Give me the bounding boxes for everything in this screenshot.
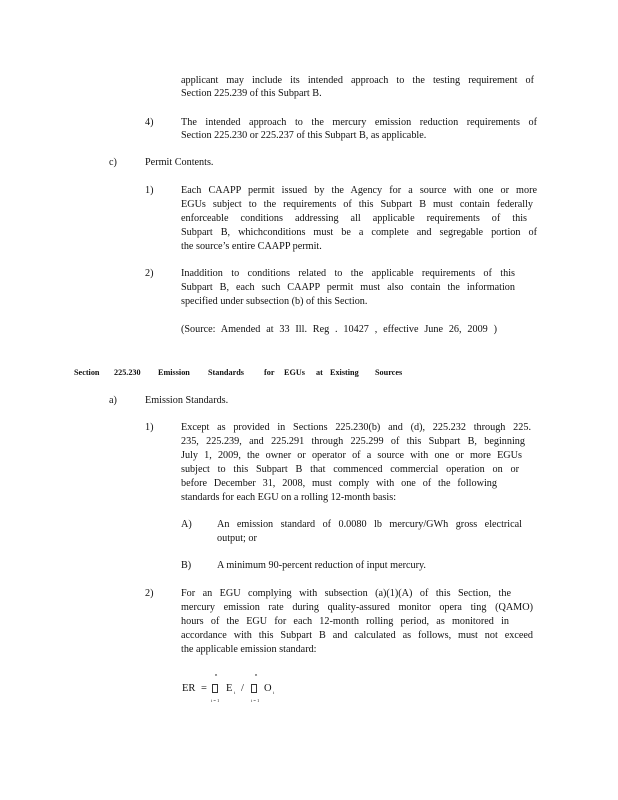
heading-word: Sources xyxy=(375,368,403,377)
heading-word: for xyxy=(264,368,275,377)
eq-lhs: ER xyxy=(182,683,196,694)
item-c1-line-4: Subpart B, whichconditions must be a complete and segregable portion of xyxy=(181,227,537,238)
item-a2-line-5: the applicable emission standard: xyxy=(181,644,317,655)
para-top-line-2: Section 225.239 of this Subpart B. xyxy=(181,88,322,99)
heading-word: 225.230 xyxy=(114,368,141,377)
item-c1-line-1: Each CAAPP permit issued by the Agency for a source with one or more xyxy=(181,185,537,196)
item-A-label: A) xyxy=(181,519,192,530)
item-a1-label: 1) xyxy=(145,422,154,433)
para-top-line-1: applicant may include its intended approach to the testing requirement of xyxy=(181,75,534,86)
item-a-text: Emission Standards. xyxy=(145,395,229,406)
heading-word: EGUs xyxy=(284,368,305,377)
item-c1-label: 1) xyxy=(145,185,154,196)
sum-upper-limit: n xyxy=(215,672,218,677)
item-a1-line-1: Except as provided in Sections 225.230(b) and (d), 225.232 through 225. xyxy=(181,422,531,433)
heading-word: Section xyxy=(74,368,100,377)
item-c-text: Permit Contents. xyxy=(145,157,214,168)
sum-upper-limit: n xyxy=(255,672,258,677)
eq-divider: / xyxy=(241,683,244,694)
item-a2-line-4: accordance with this Subpart B and calculated as follows, must not exceed xyxy=(181,630,533,641)
item-c2-line-1: Inaddition to conditions related to the applicable requirements of this xyxy=(181,268,515,279)
sum-lower-limit: i = 1 xyxy=(211,698,220,703)
eq-term-1: E xyxy=(226,683,233,694)
item-c1-line-5: the source’s entire CAAPP permit. xyxy=(181,241,322,252)
item-c1-line-2: EGUs subject to the requirements of this Subpart B must contain federally xyxy=(181,199,533,210)
item-c2-line-3: specified under subsection (b) of this Section. xyxy=(181,296,368,307)
item-a-label: a) xyxy=(109,395,117,406)
section-heading xyxy=(0,367,618,379)
item-c2-line-2: Subpart B, each such CAAPP permit must also contain the information xyxy=(181,282,515,293)
item-4-label: 4) xyxy=(145,117,154,128)
item-c1-line-3: enforceable conditions addressing all applicable requirements of this xyxy=(181,213,527,224)
item-a2-line-2: mercury emission rate during quality-assured monitor opera ting (QAMO) xyxy=(181,602,533,613)
item-a2-line-3: hours of the EGU for each 12-month rolling period, as monitored in xyxy=(181,616,509,627)
eq-sub-2: i xyxy=(273,690,275,695)
heading-word: at xyxy=(316,368,323,377)
heading-word: Existing xyxy=(330,368,359,377)
eq-term-2: O xyxy=(264,683,272,694)
item-a1-line-6: standards for each EGU on a rolling 12-month basis: xyxy=(181,492,397,503)
item-c2-label: 2) xyxy=(145,268,154,279)
item-c-label: c) xyxy=(109,157,117,168)
item-4-line-2: Section 225.230 or 225.237 of this Subpart B, as applicable. xyxy=(181,130,427,141)
item-a1-line-2: 235, 225.239, and 225.291 through 225.299 of this Subpart B, beginning xyxy=(181,436,525,447)
source-note: (Source: Amended at 33 Ill. Reg . 10427 , effective June 26, 2009 ) xyxy=(181,324,497,335)
item-a2-label: 2) xyxy=(145,588,154,599)
item-a1-line-4: subject to this Subpart B that commenced commercial operation on or xyxy=(181,464,519,475)
eq-sub-1: i xyxy=(234,690,236,695)
item-B-text: A minimum 90-percent reduction of input mercury. xyxy=(217,560,426,571)
item-a1-line-5: before December 31, 2008, must comply with one of the following xyxy=(181,478,497,489)
heading-word: Emission xyxy=(158,368,190,377)
item-B-label: B) xyxy=(181,560,192,571)
summation-icon xyxy=(212,684,218,693)
summation-icon xyxy=(251,684,257,693)
sum-lower-limit: i = 1 xyxy=(251,698,260,703)
item-4-line-1: The intended approach to the mercury emission reduction requirements of xyxy=(181,117,537,128)
item-a2-line-1: For an EGU complying with subsection (a)(1)(A) of this Section, the xyxy=(181,588,511,599)
eq-equals: = xyxy=(201,683,207,694)
item-a1-line-3: July 1, 2009, the owner or operator of a source with one or more EGUs xyxy=(181,450,522,461)
item-A-line-1: An emission standard of 0.0080 lb mercury/GWh gross electrical xyxy=(217,519,522,530)
heading-word: Standards xyxy=(208,368,244,377)
item-A-line-2: output; or xyxy=(217,533,257,544)
